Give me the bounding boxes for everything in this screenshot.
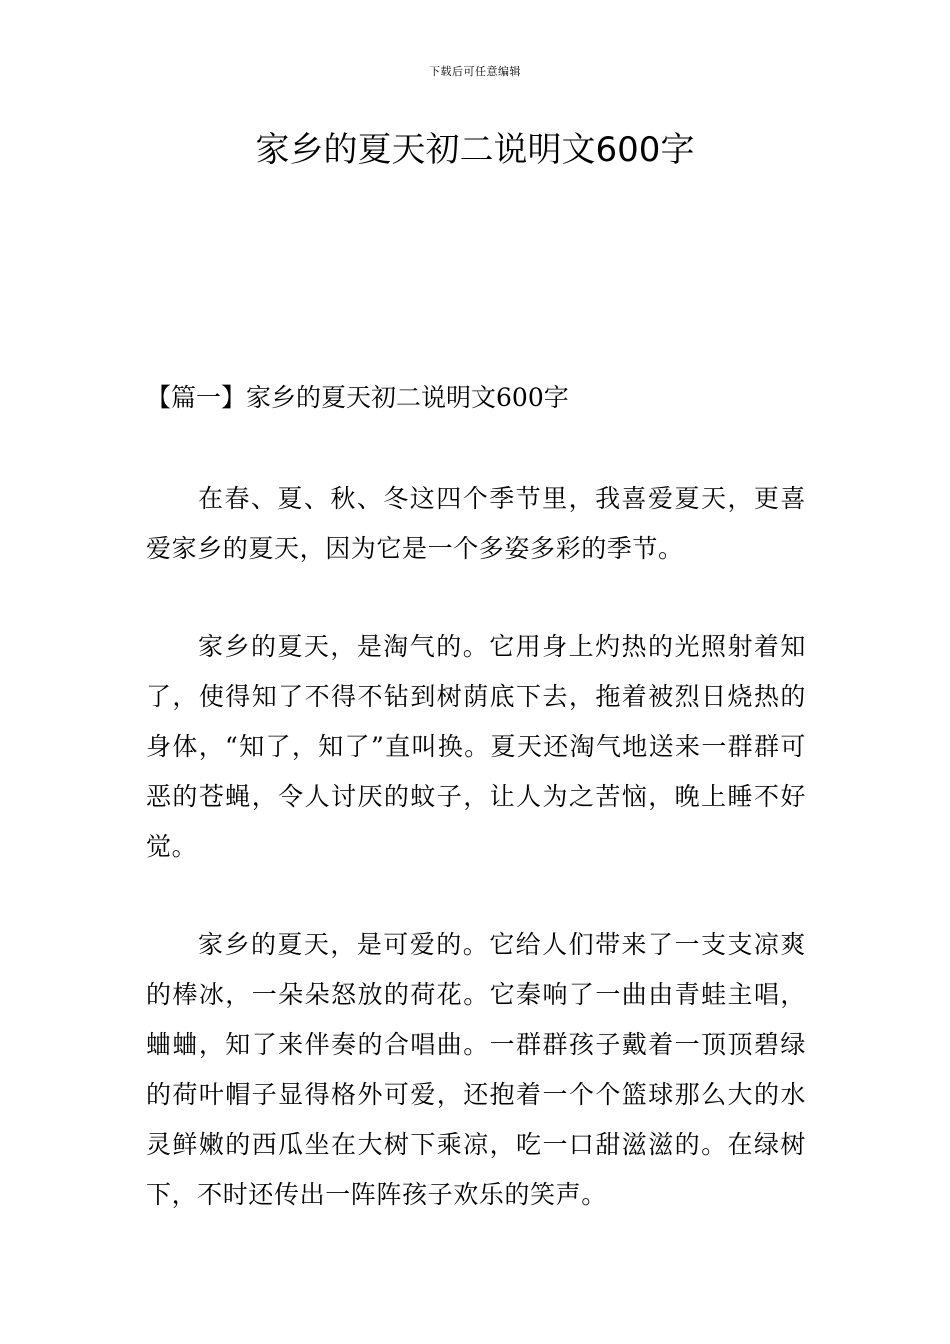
paragraph-3: 家乡的夏天，是可爱的。它给人们带来了一支支凉爽的棒冰，一朵朵怒放的荷花。它秦响了一曲由青蛙主唱，蛐蛐，知了来伴奏的合唱曲。一群群孩子戴着一顶顶碧绿的荷叶帽子显得格外可爱，还抱着一个个篮球那么大的水灵鲜嫩的西瓜坐在大树下乘凉，吃一口甜滋滋的。在绿树下，不时还传出一阵阵孩子欢乐的笑声。: [146, 930, 806, 1209]
page-title: 家乡的夏天初二说明文600字: [255, 130, 695, 170]
header-note: 下载后可任意编辑: [429, 65, 521, 78]
paragraph-2: 家乡的夏天，是淘气的。它用身上灼热的光照射着知了，使得知了不得不钻到树荫底下去，拖着被烈日烧热的身体，“知了，知了”直叫换。夏天还淘气地送来一群群可恶的苍蝇，令人讨厌的蚊子，让人为之苦恼，晚上睡不好觉。: [146, 632, 806, 861]
section-heading: 【篇一】家乡的夏天初二说明文600字: [146, 383, 569, 412]
paragraph-1: 在春、夏、秋、冬这四个季节里，我喜爱夏天，更喜爱家乡的夏天，因为它是一个多姿多彩的季节。: [146, 484, 806, 563]
